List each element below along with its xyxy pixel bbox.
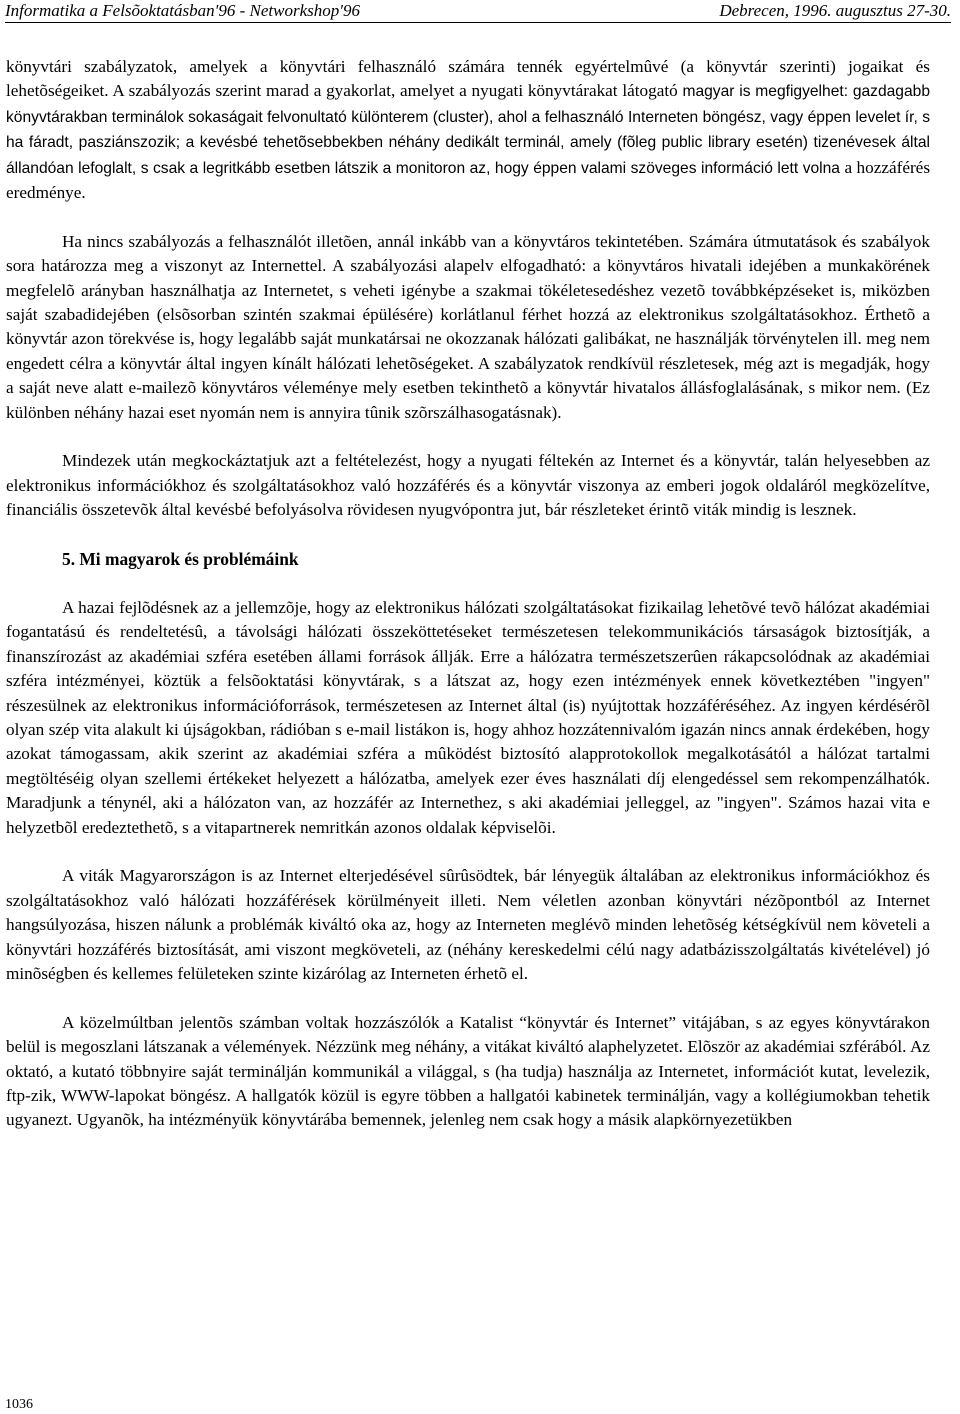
paragraph-1 <box>6 55 930 205</box>
body-text <box>6 55 930 1133</box>
header-conference-title: Informatika a Felsõoktatásban′96 - Networkshop′96 <box>5 1 360 20</box>
paragraph-1-part-b: magyar is megfigyelhet: gazdagabb könyvtárakban terminálok sokaságait felvonultató különterem (cluster), ahol a felhasználó Interneten böngész, vagy éppen levelet ír, s ha fáradt, pasziánszozik; a kevésbé tehetõsebbekben néhány dedikált terminál, amely (fõleg public library esetén) tizenévesek által állandóan lefoglalt, s csak a legritkább esetben látszik a monitoron az, hogy éppen valami szöveges információ lett volna <box>6 83 930 177</box>
paragraph-1-part-a: könyvtári szabályzatok, amelyek a könyvtári felhasználó számára tennék egyértelmûvé (a könyvtár szerinti) jogaikat és lehetõségeiket. A szabályozás szerint marad a gyakorlat, amelyet a nyugati könyvtárakat látogató <box>6 57 930 101</box>
header-place-date: Debrecen, 1996. augusztus 27-30. <box>719 1 951 20</box>
paragraph-4: A hazai fejlõdésnek az a jellemzõje, hogy az elektronikus hálózati szolgáltatásokat fizikailag lehetõvé tevõ hálózat akadémiai fogantatású és rendeltetésû, a távolsági hálózati összeköttetéseket természetesen telekommunikációs társaságok biztosítják, a finanszírozást az akadémiai szféra esetében állami források állják. Erre a hálózatra természetszerûen rákapcsolódnak az akadémiai szféra intézményei, köztük a felsõoktatási könyvtárak, s a látszat az, hogy ezen intézmények ennek következtében "ingyen" részesülnek az elektronikus információforrások, természetesen az Internet által (is) nyújtottak hozzáféréséhez. Az ingyen kérdésérõl olyan szép vita alakult ki újságokban, rádióban s e-mail listákon is, hogy ahhoz hozzátennivalóm igazán nincs annak érdekében, hogy azokat támogassam, akik szerint az akadémiai szféra a mûködést biztosító alapprotokollok megalkotásától a hálózat tartalmi megtöltéséig olyan szellemi értékeket helyezett a hálózatba, amelyek ezer éves használati díj elengedéssel sem rekompenzálhatók. Maradjunk a ténynél, aki a hálózaton van, az hozzáfér az Internethez, s aki akadémiai jelleggel, az "ingyen". Számos hazai vita e helyzetbõl eredeztethetõ, s a vitapartnerek nemritkán azonos oldalak képviselõi. <box>6 597 930 837</box>
paragraph-2: Ha nincs szabályozás a felhasználót illetõen, annál inkább van a könyvtáros tekintetében. Számára útmutatások és szabályok sora határozza meg a viszonyt az Internettel. A szabályozási alapelv elfogadható: a könyvtáros hivatali idejében a munkakörének megfelelõ arányban használhatja az Internetet, s veheti igénybe a szakmai tökéletesedéshez vezetõ továbbképzéseket is, miközben saját szabadidejében (elsõsorban szintén szakmai épülésére) korlátlanul férhet hozzá az elektronikus szolgáltatásokhoz. Érthetõ a könyvtár azon törekvése is, hogy legalább saját munkatársai ne okozzanak hálózati galibákat, ne használják törvénytelen ill. meg nem engedett célra a könyvtár által ingyen kínált hálózati lehetõségeket. A szabályzatok rendkívül részletesek, még azt is megadják, hogy a saját neve alatt e-mailezõ könyvtáros véleménye mely esetben tekinthetõ a könyvtár hivatalos állásfoglalásának, s mikor nem. (Ez különben néhány hazai eset nyomán nem is annyira tûnik szõrszálhasogatásnak). <box>6 231 930 422</box>
page-number: 1036 <box>5 1397 33 1412</box>
paragraph-6: A közelmúltban jelentõs számban voltak hozzászólók a Katalist “könyvtár és Internet” vitájában, s az egyes könyvtárakon belül is megoszlani látszanak a vélemények. Nézzünk meg néhány, a vitákat kiváltó alaphelyzetet. Elõször az akadémiai szférából. Az oktató, a kutató többnyire saját terminálján kommunikál a világgal, s (ha tudja) használja az Internetet, információt kutat, levelezik, ftp-zik, WWW-lapokat böngész. A hallgatók közül is egyre többen a hallgatói kabinetek terminálján, vagy a kollégiumokban tehetik ugyanezt. Ugyanõk, ha intézményük könyvtárába bemennek, jelenleg nem csak hogy a másik alapkörnyezetükben <box>6 1012 930 1130</box>
paragraph-1-part-c: a hozzáférés eredménye. <box>6 157 931 203</box>
running-header <box>5 0 951 23</box>
section-heading: 5. Mi magyarok és problémáink <box>62 549 299 570</box>
paragraph-5: A viták Magyarországon is az Internet elterjedésével sûrûsödtek, bár lényegük általában az elektronikus információkhoz és szolgáltatásokhoz való hálózati hozzáférések körülményeit illeti. Nem véletlen azonban könyvtári nézõpontból az Internet hangsúlyozása, hiszen nálunk a problémák kiváltó oka az, hogy az Interneten meglévõ minden lehetõség kétségkívül nem követeli a könyvtári hozzáférés biztosítását, ami viszont megköveteli, az (néhány kereskedelmi célú nagy adatbázisszolgáltatás kivételével) jó minõségben és kellemes felületeken szinte kizárólag az Interneten érhetõ el. <box>6 866 930 983</box>
paragraph-3: Mindezek után megkockáztatjuk azt a feltételezést, hogy a nyugati féltekén az Internet és a könyvtár, talán helyesebben az elektronikus információkhoz és szolgáltatásokhoz való hozzáférés és a könyvtár viszonya az emberi jogok oldaláról megközelítve, financiális összetevõk által kevésbé befolyásolva rövidesen nyugvópontra jut, bár részleteket érintõ viták mindig is lesznek. <box>6 451 930 520</box>
